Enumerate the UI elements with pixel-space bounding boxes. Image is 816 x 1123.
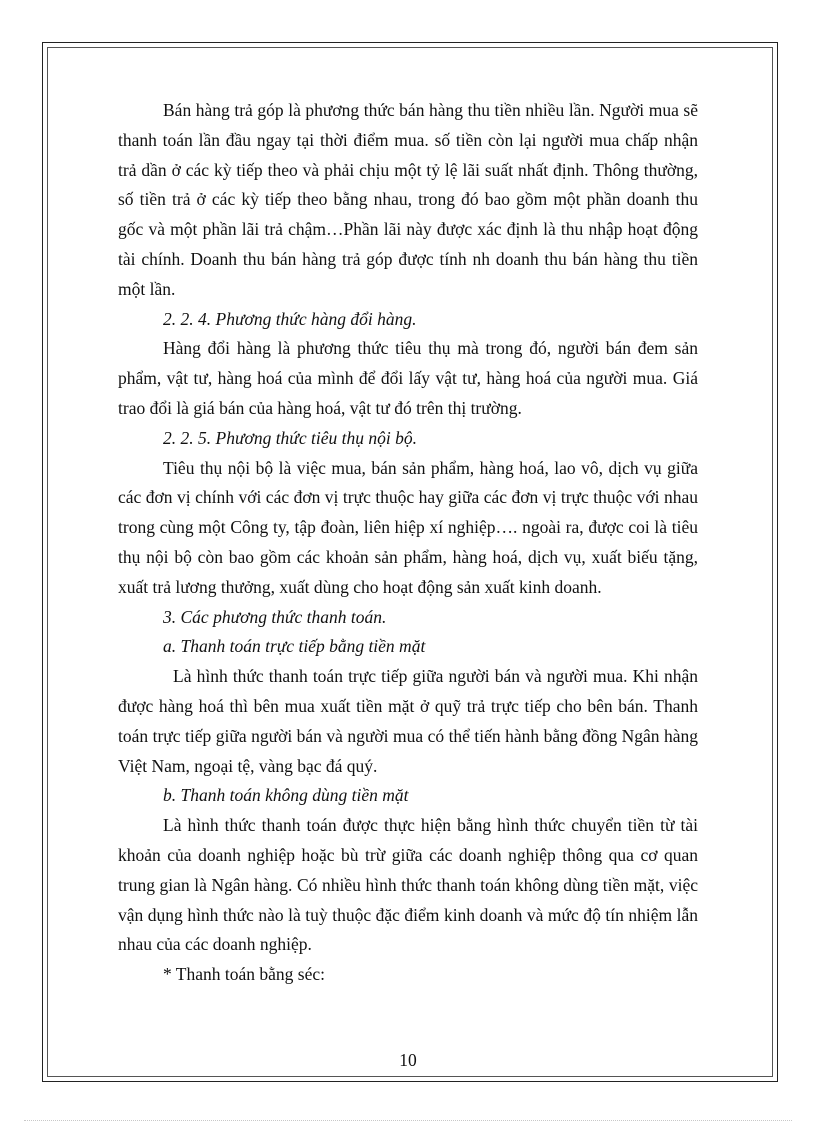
document-body <box>118 96 698 990</box>
bullet-cheque-payment: * Thanh toán bằng séc: <box>163 964 325 985</box>
heading-non-cash-payment: b. Thanh toán không dùng tiền mặt <box>163 785 409 806</box>
heading-barter: 2. 2. 4. Phương thức hàng đổi hàng. <box>163 308 417 329</box>
heading-internal-consumption: 2. 2. 5. Phương thức tiêu thụ nội bộ. <box>163 427 417 448</box>
paragraph-barter: Hàng đổi hàng là phương thức tiêu thụ mà trong đó, người bán đem sản phẩm, vật tư, hàng hoá của mình để đổi lấy vật tư, hàng hoá của người mua. Giá trao đổi là giá bán của hàng hoá, vật tư đó trên thị trường. <box>118 338 698 418</box>
paragraph-internal-consumption: Tiêu thụ nội bộ là việc mua, bán sản phẩm, hàng hoá, lao vô, dịch vụ giữa các đơn vị chính với các đơn vị trực thuộc hay giữa các đơn vị trực thuộc với nhau trong cùng một Công ty, tập đoàn, liên hiệp xí nghiệp…. ngoài ra, được coi là tiêu thụ nội bộ còn bao gồm các khoản sản phẩm, hàng hoá, dịch vụ, xuất biếu tặng, xuất trả lương thưởng, xuất dùng cho hoạt động sản xuất kinh doanh. <box>118 457 698 597</box>
page-bottom-divider <box>24 1120 792 1121</box>
heading-payment-methods: 3. Các phương thức thanh toán. <box>163 606 387 627</box>
paragraph-installment-sales: Bán hàng trả góp là phương thức bán hàng thu tiền nhiều lần. Người mua sẽ thanh toán lần đầu ngay tại thời điểm mua. số tiền còn lại người mua chấp nhận trả dần ở các kỳ tiếp theo và phải chịu một tỷ lệ lãi suất nhất định. Thông thường, số tiền trả ở các kỳ tiếp theo bằng nhau, trong đó bao gồm một phần doanh thu gốc và một phần lãi trả chậm…Phần lãi này được xác định là thu nhập hoạt động tài chính. Doanh thu bán hàng trả góp được tính nh doanh thu bán hàng thu tiền một lần. <box>118 100 698 299</box>
paragraph-non-cash-payment: Là hình thức thanh toán được thực hiện bằng hình thức chuyển tiền từ tài khoản của doanh nghiệp hoặc bù trừ giữa các doanh nghiệp thông qua cơ quan trung gian là Ngân hàng. Có nhiều hình thức thanh toán không dùng tiền mặt, việc vận dụng hình thức nào là tuỳ thuộc đặc điểm kinh doanh và mức độ tín nhiệm lẫn nhau của các doanh nghiệp. <box>118 815 698 955</box>
heading-cash-payment: a. Thanh toán trực tiếp bằng tiền mặt <box>163 636 426 657</box>
paragraph-cash-payment: Là hình thức thanh toán trực tiếp giữa người bán và người mua. Khi nhận được hàng hoá thì bên mua xuất tiền mặt ở quỹ trả trực tiếp cho bên bán. Thanh toán trực tiếp giữa người bán và người mua có thể tiến hành bằng đồng Ngân hàng Việt Nam, ngoại tệ, vàng bạc đá quý. <box>118 666 698 776</box>
page-number: 10 <box>399 1050 417 1070</box>
